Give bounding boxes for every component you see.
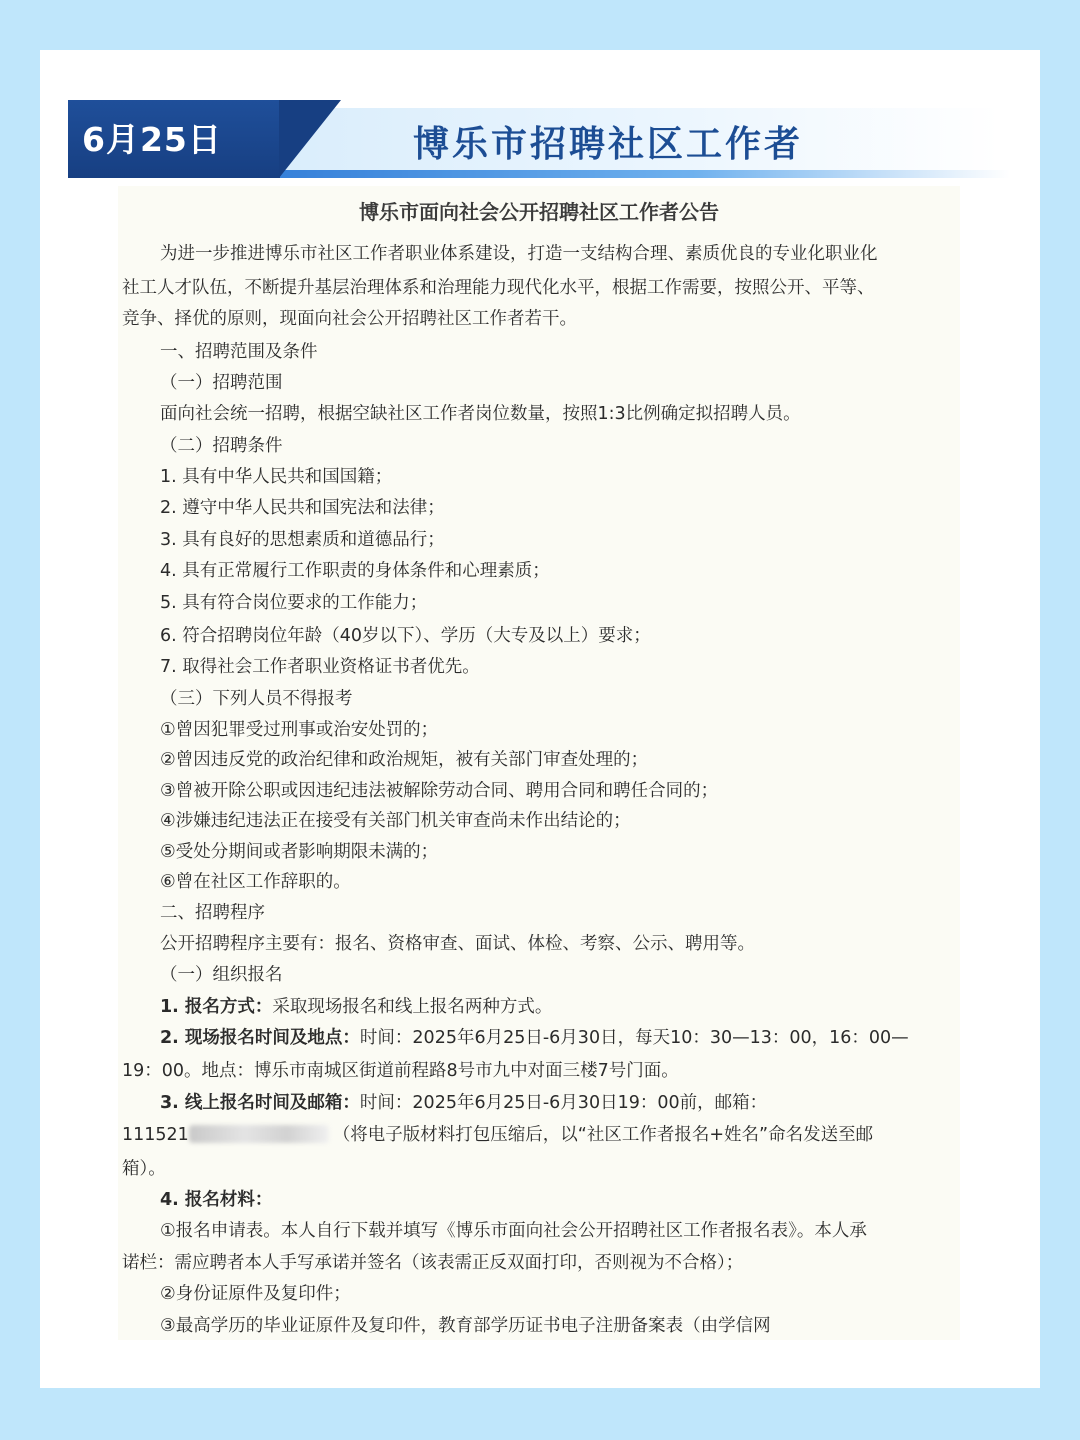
email-instruction-end: 箱）。 <box>122 1159 166 1179</box>
onsite-label: 2. 现场报名时间及地点： <box>160 1028 360 1048</box>
subsection-heading: （二）招聘条件 <box>160 436 283 456</box>
onsite-address: 19：00。地点：博乐市南城区街道前程路8号市九中对面三楼7号门面。 <box>122 1061 679 1081</box>
subsection-heading: （一）招聘范围 <box>160 373 283 393</box>
condition-item: 4. 具有正常履行工作职责的身体条件和心理素质； <box>160 561 550 581</box>
online-text: 时间：2025年6月25日-6月30日19：00前，邮箱： <box>359 1093 768 1113</box>
exclusion-item: ⑤受处分期间或者影响期限未满的； <box>160 842 439 862</box>
header-banner <box>68 100 1040 178</box>
onsite-text: 时间：2025年6月25日-6月30日，每天10：30—13：00，16：00— <box>359 1028 909 1048</box>
material-item: ①报名申请表。本人自行下载并填写《博乐市面向社会公开招聘社区工作者报名表》。本人承 <box>160 1221 867 1241</box>
intro-line: 为进一步推进博乐市社区工作者职业体系建设，打造一支结构合理、素质优良的专业化职业化 <box>160 244 878 264</box>
material-item: 诺栏：需应聘者本人手写承诺并签名（该表需正反双面打印，否则视为不合格）； <box>122 1253 744 1273</box>
exclusion-item: ③曾被开除公职或因违纪违法被解除劳动合同、聘用合同和聘任合同的； <box>160 781 719 801</box>
email-address[interactable]: 111521 <box>122 1125 189 1145</box>
condition-item: 1. 具有中华人民共和国国籍； <box>160 467 393 487</box>
date-label: 6月25日 <box>82 120 222 159</box>
exclusion-item: ①曾因犯罪受过刑事或治安处罚的； <box>160 720 439 740</box>
section-heading: 二、招聘程序 <box>160 903 265 923</box>
subsection-heading: （一）组织报名 <box>160 965 283 985</box>
condition-item: 2. 遵守中华人民共和国宪法和法律； <box>160 498 445 518</box>
email-redaction <box>189 1125 329 1143</box>
exclusion-item: ⑥曾在社区工作辞职的。 <box>160 872 351 892</box>
online-registration <box>160 1090 960 1116</box>
method-label: 1. 报名方式： <box>160 997 273 1017</box>
document-title: 博乐市面向社会公开招聘社区工作者公告 <box>359 200 719 224</box>
materials-heading: 4. 报名材料： <box>160 1190 273 1210</box>
condition-item: 3. 具有良好的思想素质和道德品行； <box>160 530 445 550</box>
intro-line: 社工人才队伍，不断提升基层治理体系和治理能力现代化水平，根据工作需要，按照公开、平等、 <box>122 278 875 298</box>
registration-method <box>160 994 960 1020</box>
scope-text: 面向社会统一招聘，根据空缺社区工作者岗位数量，按照1:3比例确定拟招聘人员。 <box>160 404 801 424</box>
material-item: ②身份证原件及复印件； <box>160 1284 351 1304</box>
page-title: 博乐市招聘社区工作者 <box>413 124 804 165</box>
condition-item: 6. 符合招聘岗位年龄（40岁以下）、学历（大专及以上）要求； <box>160 626 651 646</box>
email-line <box>122 1122 960 1148</box>
intro-line: 竞争、择优的原则，现面向社会公开招聘社区工作者若干。 <box>122 309 577 329</box>
exclusion-item: ④涉嫌违纪违法正在接受有关部门机关审查尚未作出结论的； <box>160 811 631 831</box>
announcement-document <box>118 186 960 1340</box>
condition-item: 5. 具有符合岗位要求的工作能力； <box>160 593 428 613</box>
condition-item: 7. 取得社会工作者职业资格证书者优先。 <box>160 657 480 677</box>
subsection-heading: （三）下列人员不得报考 <box>160 689 353 709</box>
procedure-text: 公开招聘程序主要有：报名、资格审查、面试、体检、考察、公示、聘用等。 <box>160 934 755 954</box>
email-instruction: （将电子版材料打包压缩后，以“社区工作者报名+姓名”命名发送至邮 <box>332 1125 874 1145</box>
method-text: 采取现场报名和线上报名两种方式。 <box>272 997 553 1017</box>
date-tab-slant <box>279 100 341 178</box>
online-label: 3. 线上报名时间及邮箱： <box>160 1093 360 1113</box>
exclusion-item: ②曾因违反党的政治纪律和政治规矩，被有关部门审查处理的； <box>160 750 649 770</box>
section-heading: 一、招聘范围及条件 <box>160 342 318 362</box>
material-item: ③最高学历的毕业证原件及复印件，教育部学历证书电子注册备案表（由学信网 <box>160 1316 771 1336</box>
onsite-registration <box>160 1025 960 1051</box>
